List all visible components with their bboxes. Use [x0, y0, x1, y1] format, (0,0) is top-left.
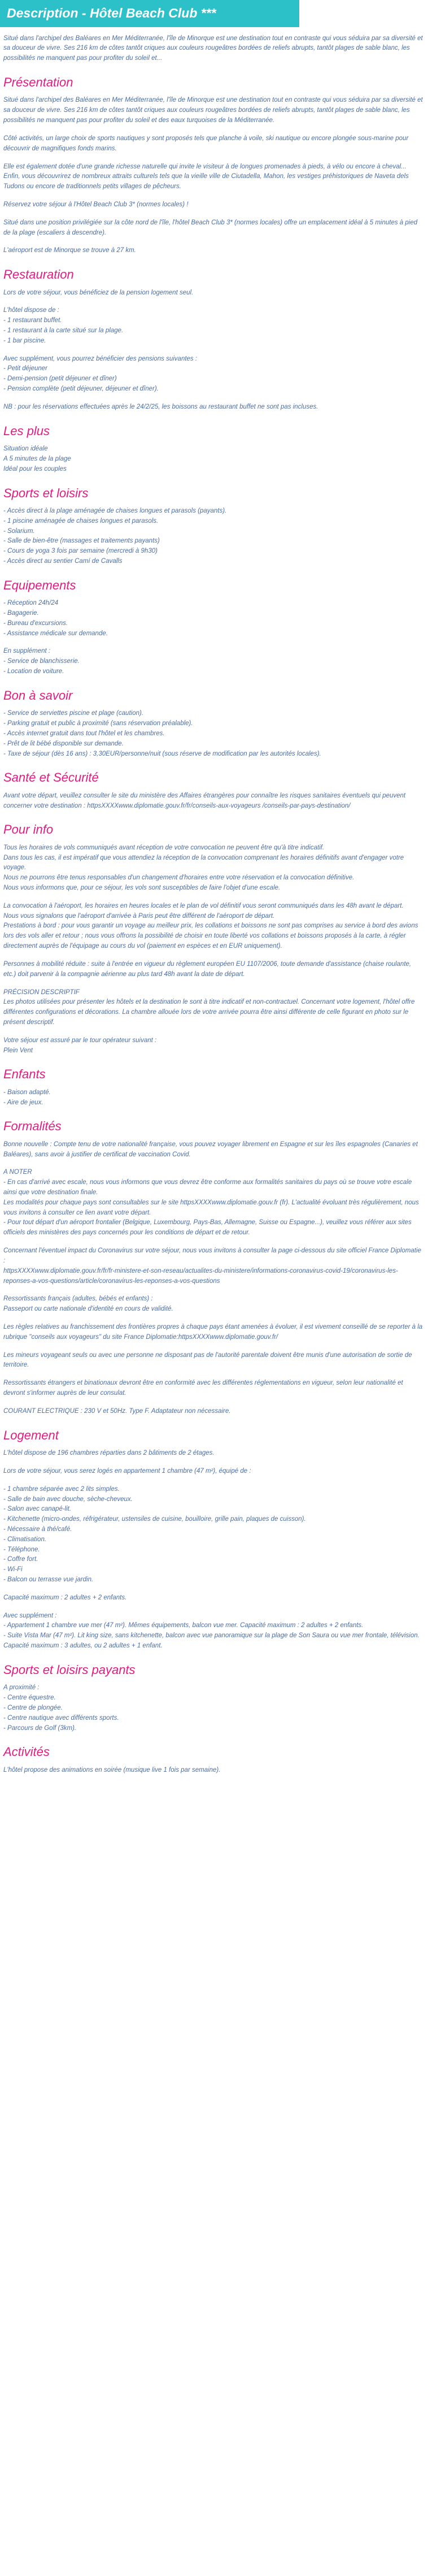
section-paragraph: NB : pour les réservations effectuées après le 24/2/25, les boissons au restaurant buffet ne sont pas incluses. — [3, 403, 318, 410]
section-title: Santé et Sécurité — [3, 770, 99, 785]
section — [3, 770, 425, 811]
section-title: Enfants — [3, 1067, 46, 1082]
section-paragraph: Lors de votre séjour, vous bénéficiez de la pension logement seul. — [3, 289, 194, 296]
section-paragraph: - Accès direct à la plage aménagée de chaises longues et parasols (payants). - 1 piscine aménagée de chaises longues et parasols. - Solarium. - Salle de bien-être (massages et traitements payants) - Cours de yoga 3 fois par semaine (mercredi à 9h30) - Accès direct au sentier Camí de Cavalls — [3, 507, 227, 565]
section-paragraph: Situé dans une position privilégiée sur la côte nord de l'île, l'hôtel Beach Club 3* (normes locales) offre un emplacement idéal à 5 minutes à pied de la plage (escaliers à descendre). — [3, 219, 418, 236]
section-paragraph: L'hôtel dispose de : - 1 restaurant buffet. - 1 restaurant à la carte situé sur la plage. - 1 bar piscine. — [3, 307, 124, 344]
section — [3, 1663, 425, 1733]
section-paragraph: PRÉCISION DESCRIPTIF Les photos utilisées pour présenter les hôtels et la destination le sont à titre indicatif et non-contractuel. Concernant votre logement, l'hôtel offre différentes configurations et décorations. La chambre allouée lors de votre arrivée pourra être ainsi différente de celle figurant en photo sur le présent descriptif. — [3, 988, 415, 1026]
section-title: Formalités — [3, 1119, 62, 1134]
section-title: Pour info — [3, 822, 54, 837]
section-paragraph: - Service de serviettes piscine et plage (caution). - Parking gratuit et public à proximité (sans réservation préalable). - Accès internet gratuit dans tout l'hôtel et les chambres. - Prêt de lit bébé disponible sur demande. - Taxe de séjour (dès 16 ans) : 3,30EUR/personne/nuit (sous réserve de modification par les autorités locales). — [3, 710, 321, 757]
section-paragraph: L'hôtel dispose de 196 chambres réparties dans 2 bâtiments de 2 étages. — [3, 1450, 215, 1457]
section-paragraph: - Réception 24h/24 - Bagagerie. - Bureau d'excursions. - Assistance médicale sur demande. — [3, 600, 108, 637]
section-paragraph: - 1 chambre séparée avec 2 lits simples. - Salle de bain avec douche, sèche-cheveux. - Salon avec canapé-lit. - Kitchenette (micro-ondes, réfrigérateur, ustensiles de cuisine, bouilloire, grille pain, plaques de cuisson). - Nécessaire à thé/café. - Climatisation. - Téléphone. - Coffre fort. - Wi-Fi - Balcon ou terrasse vue jardin. — [3, 1485, 306, 1583]
section-paragraph: Concernant l'éventuel impact du Coronavirus sur votre séjour, nous vous invitons à consulter la page ci-dessous du site officiel France Diplomatie : httpsXXXXwww.diplomatie.gouv.fr/fr/fr-ministere-et-son-reseau/actualites-du-ministere/informations-coronavirus-covid-19/coronavirus-les-reponses-a-vos-questions/article/coronavirus-les-reponses-a-vos-questions — [3, 1247, 421, 1285]
section — [3, 75, 425, 256]
section-title: Les plus — [3, 423, 50, 438]
section — [3, 1119, 425, 1416]
section-paragraph: La convocation à l'aéroport, les horaires en heures locales et le plan de vol définitif vous seront communiqués dans les 48h avant le départ. Nous vous signalons que l'aéroport d'arrivée à Paris peut être différent de l'aéroport de départ. Prestations à bord : pour vous garantir un voyage au meilleur prix, les collations et boissons ne sont pas comprises au service à bord des avions lors des vols aller et retour ; nous vous offrons la possibilité de choisir en toute liberté vos collations et boissons proposés à la carte, à régler directement auprès de l'équipage au cours du vol (paiement en espèces et en EUR uniquement). — [3, 902, 418, 950]
section-paragraph: Avec supplément : - Appartement 1 chambre vue mer (47 m²). Mêmes équipements, balcon vue mer. Capacité maximum : 2 adultes + 2 enfants. - Suite Vista Mar (47 m²). Lit king size, sans kitchenette, balcon avec vue panoramique sur la plage de Son Saura ou vue mer frontale, télévision. Capacité maximum : 3 adultes, ou 2 adultes + 1 enfant. — [3, 1612, 420, 1650]
section-paragraph: - Baison adapté. - Aire de jeux. — [3, 1088, 51, 1106]
section-paragraph: L'hôtel propose des animations en soirée (musique live 1 fois par semaine). — [3, 1766, 221, 1773]
section-title: Sports et loisirs payants — [3, 1662, 136, 1677]
section-paragraph: COURANT ELECTRIQUE : 230 V et 50Hz. Type F. Adaptateur non nécessaire. — [3, 1407, 231, 1415]
section-paragraph: Les règles relatives au franchissement des frontières propres à chaque pays étant amenées à évoluer, il est vivement conseillé de se reporter à la rubrique "conseils aux voyageurs" du site France Diplomatie:httpsXXXXwww.diplomatie.gouv.fr/ — [3, 1323, 423, 1341]
section-paragraph: Côté activités, un large choix de sports nautiques y sont proposés tels que planche à voile, ski nautique ou encore plongée sous-marine pour découvrir de magnifiques fonds marins. — [3, 135, 409, 152]
section — [3, 267, 425, 413]
section — [3, 1745, 425, 1775]
section-paragraph: Situation idéale A 5 minutes de la plage Idéal pour les couples — [3, 445, 71, 472]
page-title: Description - Hôtel Beach Club *** — [0, 0, 299, 27]
intro-paragraph: Situé dans l'archipel des Baléares en Mer Méditerranée, l'île de Minorque est une destination tout en contraste qui vous séduira par sa diversité et sa douceur de vivre. Ses 216 km de côtes tantôt criques aux couleurs rougeâtres bordées de reliefs abrupts, tantôt plages de sable blanc, les possibilités ne manquent pas pour profiter du soleil et... — [3, 34, 423, 62]
section — [3, 424, 425, 475]
section-paragraph: En supplément : - Service de blanchisserie. - Location de voiture. — [3, 648, 80, 675]
section-title: Restauration — [3, 267, 74, 282]
section-paragraph: A proximité : - Centre équestre. - Centre de plongée. - Centre nautique avec différents sports. - Parcours de Golf (3km). — [3, 1684, 119, 1732]
section-title: Présentation — [3, 75, 73, 90]
section-title: Bon à savoir — [3, 688, 73, 702]
section-title: Sports et loisirs — [3, 485, 89, 500]
section-paragraph: A NOTER - En cas d'arrivé avec escale, nous vous informons que vous devrez être conforme aux formalités sanitaires du pays où se trouve votre escale ainsi que votre destination finale. Les modalités pour chaque pays sont consultables sur le site httpsXXXXwww.diplomatie.gouv.fr (fr). L'actualité évoluant très régulièrement, nous vous invitons à consulter ce lien avant votre départ. - Pour tout départ d'un aéroport frontalier (Belgique, Luxembourg, Pays-Bas, Allemagne, Suisse ou Espagne...), veuillez vous référer aux sites officiels des ministères des pays concernés pour les conditions de départ et de retour. — [3, 1169, 419, 1237]
section-paragraph: Votre séjour est assuré par le tour opérateur suivant : Plein Vent — [3, 1037, 157, 1054]
sections-container — [3, 75, 425, 1775]
section-paragraph: Capacité maximum : 2 adultes + 2 enfants. — [3, 1594, 127, 1601]
section-paragraph: Situé dans l'archipel des Baléares en Mer Méditerranée, l'île de Minorque est une destination tout en contraste qui vous séduira par sa diversité et sa douceur de vivre. Ses 216 km de côtes tantôt criques aux couleurs rougeâtres bordées de reliefs abrupts, tantôt plages de sable blanc, les possibilités ne manquent pas pour profiter du soleil et des eaux turquoises de la Méditerranée. — [3, 97, 423, 124]
section — [3, 822, 425, 1056]
section-paragraph: Réservez votre séjour à l'Hôtel Beach Club 3* (normes locales) ! — [3, 201, 189, 208]
section-paragraph: Personnes à mobilité réduite : suite à l'entrée en vigueur du règlement européen EU 1107/2006, toute demande d'assistance (chaise roulante, etc.) doit parvenir à la compagnie aérienne au plus tard 48h avant la date de départ. — [3, 960, 412, 978]
description-content — [0, 34, 428, 1776]
section-paragraph: Les mineurs voyageant seuls ou avec une personne ne disposant pas de l'autorité parentale doivent être munis d'une autorisation de sortie de territoire. — [3, 1351, 412, 1369]
section-paragraph: Bonne nouvelle : Compte tenu de votre nationalité française, vous pouvez voyager librement en Espagne et sur les îles espagnoles (Canaries et Baléares), sans avoir à justifier de certificat de vaccination Covid. — [3, 1140, 418, 1158]
section-paragraph: L'aéroport est de Minorque se trouve à 27 km. — [3, 247, 136, 254]
section-paragraph: Elle est également dotée d'une grande richesse naturelle qui invite le visiteur à de longues promenades à pieds, à vélo ou encore à cheval... Enfin, vous découvrirez de nombreux attraits culturels tels que la vieille ville de Ciutadella, Mahon, les vestiges préhistoriques de Naveta dels Tudons ou encore de traditionnels petits villages de pêcheurs. — [3, 163, 409, 190]
section-paragraph: Avec supplément, vous pourrez bénéficier des pensions suivantes : - Petit déjeuner - Demi-pension (petit déjeuner et dîner) - Pension complète (petit déjeuner, déjeuner et dîner). — [3, 355, 198, 393]
section — [3, 1428, 425, 1651]
section — [3, 688, 425, 759]
section — [3, 578, 425, 677]
section-title: Logement — [3, 1428, 59, 1442]
section-paragraph: Ressortissants étrangers et binationaux devront être en conformité avec les différentes réglementations en vigueur, selon leur nationalité et devront s'informer auprès de leur consulat. — [3, 1380, 403, 1397]
section-paragraph: Lors de votre séjour, vous serez logés en appartement 1 chambre (47 m²), équipé de : — [3, 1467, 251, 1475]
section-paragraph: Tous les horaires de vols communiqués avant réception de votre convocation ne peuvent être qu'à titre indicatif. Dans tous les cas, il est impératif que vous attendiez la réception de la convocation comprenant les horaires définitifs avant d'engager votre voyage. Nous ne pourrons être tenus responsables d'un changement d'horaires entre votre réservation et la convocation définitive. Nous vous informons que, pour ce séjour, les vols sont susceptibles de faire l'objet d'une escale. — [3, 844, 404, 892]
section-paragraph: Ressortissants français (adultes, bébés et enfants) : Passeport ou carte nationale d'identité en cours de validité. — [3, 1295, 173, 1313]
section — [3, 1067, 425, 1108]
section-title: Activités — [3, 1745, 50, 1759]
section-paragraph: Avant votre départ, veuillez consulter le site du ministère des Affaires étrangères pour connaître les risques sanitaires éventuels qui peuvent concerner votre destination : httpsXXXXwww.diplomatie.gouv.fr/fr/conseils-aux-voyageurs /conseils-par-pays-destination/ — [3, 792, 406, 809]
section — [3, 486, 425, 567]
section-title: Equipements — [3, 578, 76, 592]
